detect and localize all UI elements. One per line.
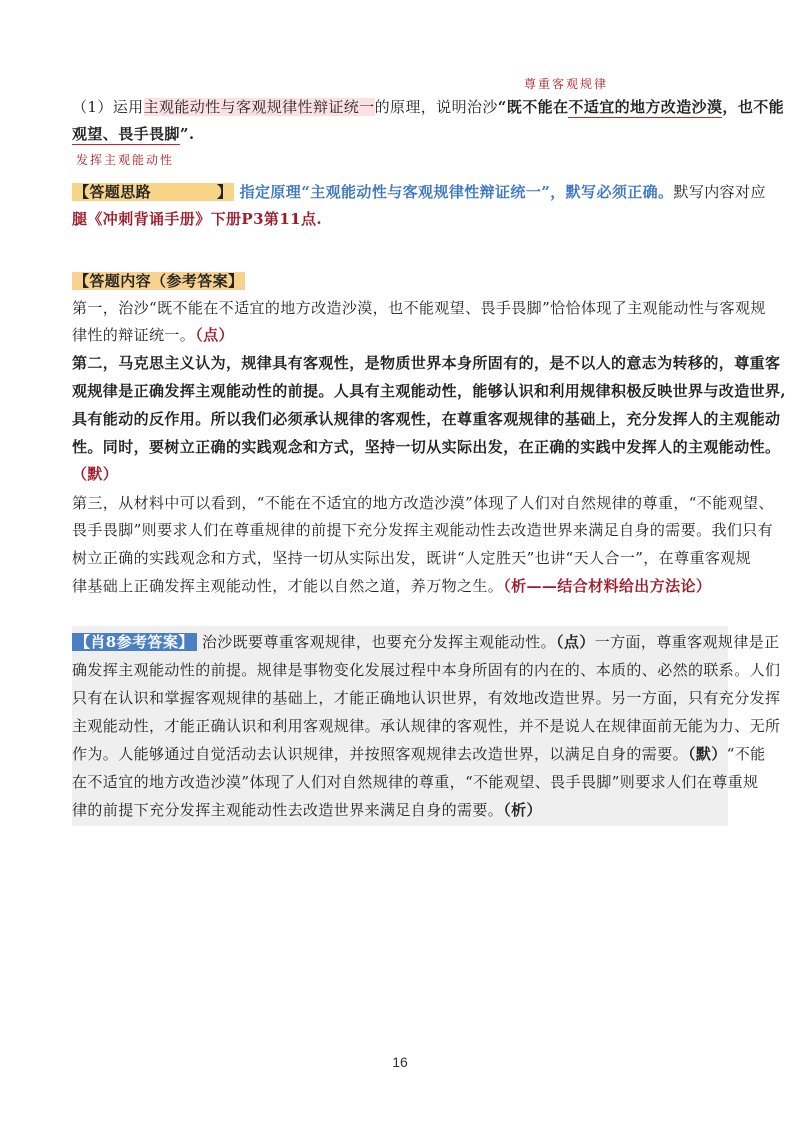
- answer-thinking-line-2: 腿《冲刺背诵手册》下册P3第11点.: [72, 210, 323, 228]
- answer-content-tag-line: [72, 271, 245, 291]
- answer-p2-line-1: 第二，马克思主义认为，规律具有客观性，是物质世界本身所固有的，是不以人的意志为转移的，尊重客: [72, 354, 781, 372]
- answer-p1-line-1: 第一，治沙“既不能在不适宜的地方改造沙漠，也不能观望、畏手畏脚”恰恰体现了主观能动性与客观规: [72, 299, 766, 317]
- principle-highlight: 主观能动性与客观规律性辩证统一: [143, 98, 375, 116]
- xiao8-line-7: 律的前提下充分发挥主观能动性去改造世界来满足自身的需要。（析）: [72, 801, 542, 819]
- xiao8-line-6: 在不适宜的地方改造沙漠”体现了人们对自然规律的尊重，“不能观望、畏手畏脚”则要求人们在尊重规: [72, 773, 759, 791]
- answer-p2-line-4: 性。同时，要树立正确的实践观念和方式，坚持一切从实际出发，在正确的实践中发挥人的主观能动性。: [72, 438, 781, 456]
- answer-thinking-line-1: 【答题思路 】 指定原理“主观能动性与客观规律性辩证统一”，默写必须正确。默写内容对应: [74, 183, 766, 201]
- red-underline-phrase: 不适宜的地方改造沙漠: [568, 98, 723, 116]
- answer-p3-line-3: 树立正确的实践观念和方式，坚持一切从实际出发，既讲“人定胜天”也讲“天人合一”，在尊重客观规: [72, 549, 752, 567]
- answer-p2-mark: （默）: [72, 465, 119, 483]
- answer-p3-line-1: 第三，从材料中可以看到，“不能在不适宜的地方改造沙漠”体现了人们对自然规律的尊重，“不能观望、: [72, 494, 774, 512]
- answer-p3-line-2: 畏手畏脚”则要求人们在尊重规律的前提下充分发挥主观能动性去改造世界来满足自身的需要。我们只有: [72, 521, 774, 539]
- answer-content-tag: 【答题内容（参考答案】: [74, 272, 244, 290]
- xiao8-tag: 【肖8参考答案】: [72, 633, 197, 651]
- answer-p2-line-2: 观规律是正确发挥主观能动性的前提。人具有主观能动性，能够认识和利用规律积极反映世界与改造世界,: [72, 382, 787, 400]
- answer-thinking-tag: 【答题思路 】: [74, 183, 233, 201]
- answer-p2-line-3: 具有能动的反作用。所以我们必须承认规律的客观性，在尊重客观规律的基础上，充分发挥人的主观能动: [72, 410, 781, 428]
- answer-p3-line-4: 律基础上正确发挥主观能动性，才能以自然之道，养万物之生。（析——结合材料给出方法论）: [72, 577, 712, 595]
- page-number: 16: [392, 1054, 408, 1070]
- xiao8-line-5: 作为。人能够通过自觉活动去认识规律，并按照客观规律去改造世界，以满足自身的需要。（默）“不能: [72, 745, 766, 763]
- question-line-2: 观望、畏手畏脚”.: [72, 125, 195, 143]
- xiao8-line-3: 只有在认识和掌握客观规律的基础上，才能正确地认识世界，有效地改造世界。另一方面，只有充分发挥: [72, 689, 781, 707]
- xiao8-line-2: 确发挥主观能动性的前提。规律是事物变化发展过程中本身所固有的内在的、本质的、必然的联系。人们: [72, 661, 781, 679]
- handwritten-note-top: 尊重客观规律: [524, 77, 609, 91]
- xiao8-line-1: 【肖8参考答案】 治沙既要尊重客观规律，也要充分发挥主观能动性。（点）一方面，尊重客观规律是正: [72, 632, 780, 652]
- question-line-1: （1）运用主观能动性与客观规律性辩证统一的原理，说明治沙“既不能在不适宜的地方改造沙漠，也不能: [72, 98, 785, 116]
- handwritten-note-bottom: 发挥主观能动性: [76, 153, 175, 167]
- xiao8-line-4: 主观能动性，才能正确认识和利用客观规律。承认规律的客观性，并不是说人在规律面前无能为力、无所: [72, 717, 781, 735]
- answer-p1-line-2: 律性的辩证统一。（点）: [72, 326, 234, 344]
